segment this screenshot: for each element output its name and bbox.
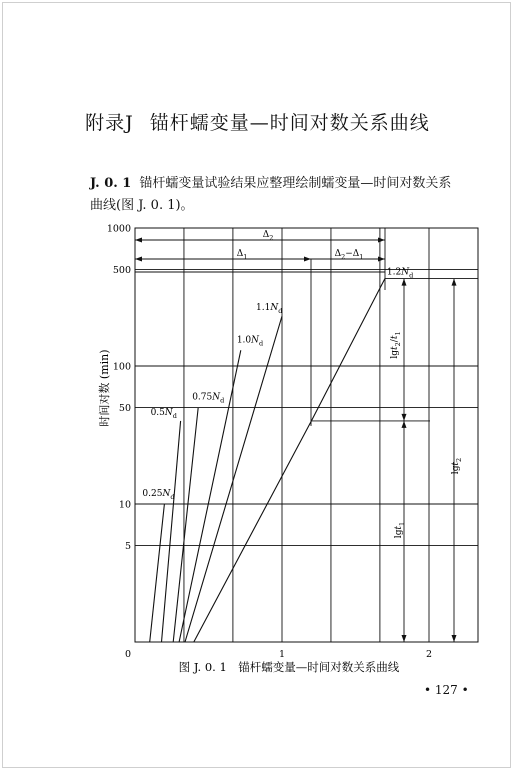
x-tick-label: 1: [278, 649, 286, 660]
y-tick-label: 100: [112, 361, 131, 373]
series-label: $0.75N_d$: [192, 392, 225, 405]
y-tick-label: 50: [118, 403, 131, 415]
arrowhead: [452, 279, 457, 286]
paragraph-line-1: 锚杆蠕变量试验结果应整理绘制蠕变量—时间对数关系: [139, 176, 452, 191]
appendix-title: 锚杆蠕变量—时间对数关系曲线: [149, 112, 430, 134]
series-line-0-25N-d: [150, 504, 165, 642]
arrowhead: [402, 414, 407, 421]
y-tick-label: 500: [112, 265, 131, 277]
series-label: $1.0N_d$: [236, 335, 264, 348]
arrowhead: [378, 238, 385, 243]
arrowhead: [452, 635, 457, 642]
lg-ratio-label-text: $\lg t_2/t_1$: [390, 331, 402, 359]
arrowhead: [135, 257, 142, 262]
arrowhead: [402, 279, 407, 286]
page-number: • 127 •: [424, 683, 469, 697]
series-label: $1.2N_d$: [386, 267, 414, 280]
x-tick-label: 0: [124, 649, 132, 660]
series-label: $0.25N_d$: [142, 489, 175, 501]
lg-t1-label-text: lgt$_1$: [394, 521, 406, 539]
series-line-0-5N-d: [162, 421, 181, 642]
lg-t2-label-text: lgt$_2$: [451, 457, 463, 475]
arrowhead: [378, 257, 385, 262]
delta2-label: $\Delta_2$: [262, 230, 274, 242]
figure-caption: 图 J. 0. 1 锚杆蠕变量—时间对数关系曲线: [178, 660, 400, 674]
series-line-0-75N-d: [173, 408, 198, 643]
appendix-label: 附录J: [85, 112, 134, 134]
y-tick-label: 10: [118, 499, 131, 511]
x-tick-label: 2: [425, 649, 433, 660]
y-axis-label: 时间对数 (min): [98, 349, 111, 427]
arrowhead: [304, 257, 311, 262]
series-label: $1.1N_d$: [256, 303, 283, 316]
series-label: $0.5N_d$: [150, 407, 177, 420]
section-number: J. 0. 1: [90, 176, 132, 191]
plot-frame: [135, 228, 478, 642]
series-line-1-2N-d: [194, 279, 385, 642]
delta-diff-label: $\Delta_2-\Delta_1$: [334, 249, 364, 261]
arrowhead: [402, 421, 407, 428]
paragraph-line-2: 曲线(图 J. 0. 1)。: [90, 198, 194, 213]
arrowhead: [135, 238, 142, 243]
arrowhead: [402, 635, 407, 642]
delta1-label: $\Delta_1$: [236, 249, 248, 261]
lg-t2-label: [451, 458, 463, 474]
y-tick-label: 1000: [106, 223, 131, 235]
y-tick-label: 5: [124, 541, 131, 553]
lg-ratio-label: [390, 331, 402, 358]
series-line-1-1N-d: [185, 316, 282, 642]
